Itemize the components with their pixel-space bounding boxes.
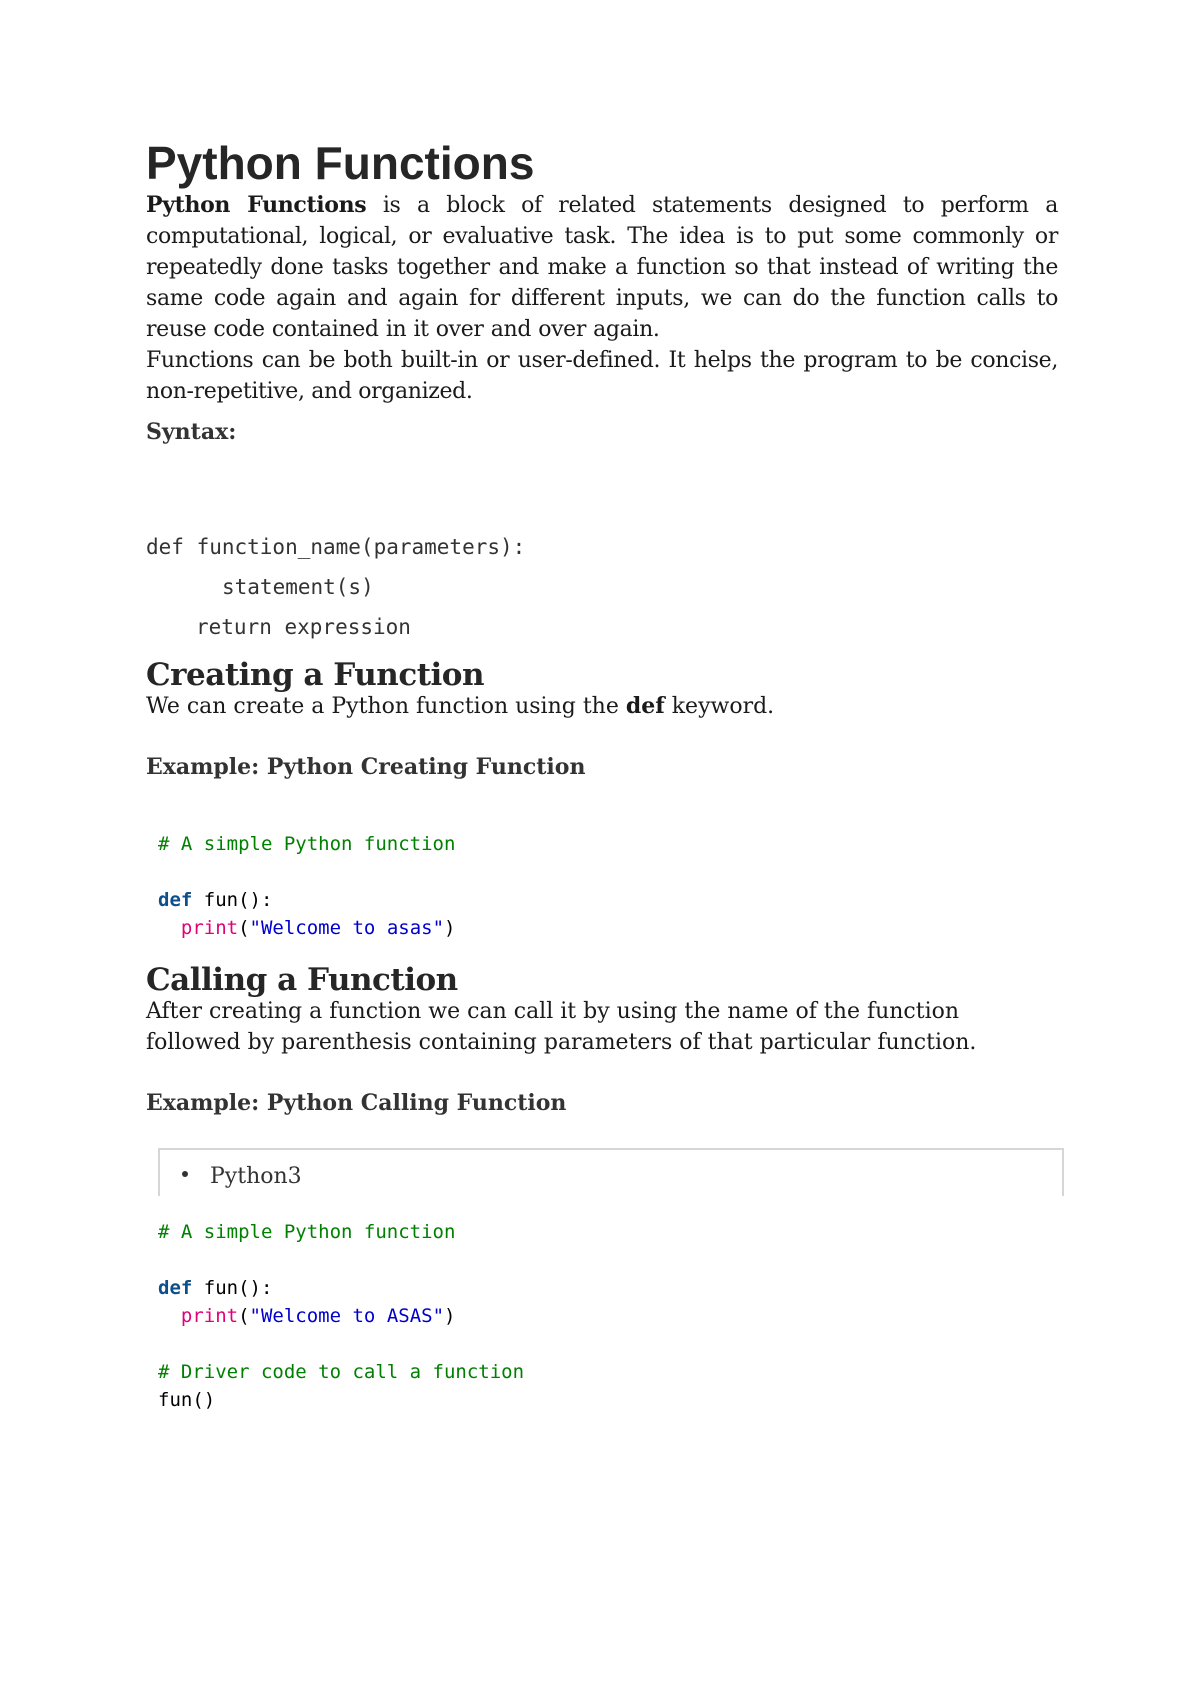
creating-text-before: We can create a Python function using the (146, 694, 626, 719)
syntax-line-def: def function_name(parameters): (146, 535, 526, 559)
bullet-icon (182, 1171, 188, 1177)
creating-code-block (146, 830, 1058, 942)
intro-rest: is a block of related statements designed to perform a computational, logical, or evaluative task. The idea is to put some commonly or repeatedly done tasks together and make a function so that instead of writing the same code again and again for different inputs, we can do the function calls to reuse code contained in it over and over again. (146, 193, 1058, 342)
code-line-def: def fun(): (158, 1277, 273, 1299)
code-line-comment: # A simple Python function (158, 1221, 456, 1243)
calling-example-label: Example: Python Calling Function (146, 1090, 567, 1116)
creating-paragraph (146, 691, 1058, 722)
code-line-driver-comment: # Driver code to call a function (158, 1361, 525, 1383)
code-line-comment: # A simple Python function (158, 833, 456, 855)
code-line-def: def fun(): (158, 889, 273, 911)
creating-example-label: Example: Python Creating Function (146, 754, 586, 780)
language-tab-bar (158, 1148, 1064, 1196)
page-title: Python Functions (146, 137, 535, 189)
syntax-code-block (146, 535, 1058, 655)
code-line-call: fun() (158, 1389, 216, 1411)
syntax-label: Syntax: (146, 419, 237, 445)
code-line-blank (146, 858, 1058, 886)
intro-bold-term: Python Functions (146, 192, 367, 218)
tab-python3-label: Python3 (210, 1164, 302, 1189)
code-line-print: print("Welcome to ASAS") (180, 1305, 456, 1327)
document-page (146, 137, 1058, 1414)
calling-paragraph: After creating a function we can call it by using the name of the function followed by parenthesis containing parameters of that particular function. (146, 999, 977, 1055)
tab-python3[interactable] (182, 1164, 302, 1189)
creating-text-keyword: def (625, 693, 665, 719)
intro-paragraph (146, 190, 1058, 345)
creating-text-after: keyword. (664, 694, 775, 719)
calling-code-block (146, 1218, 1058, 1414)
code-line-print: print("Welcome to asas") (180, 917, 456, 939)
syntax-line-statement: statement(s) (222, 575, 374, 599)
code-line-blank (146, 1246, 1058, 1274)
creating-heading: Creating a Function (146, 657, 485, 693)
syntax-line-return: return expression (196, 615, 411, 639)
code-line-blank (146, 1330, 1058, 1358)
intro-second-paragraph: Functions can be both built-in or user-defined. It helps the program to be concise, non-repetitive, and organized. (146, 348, 1058, 404)
calling-heading: Calling a Function (146, 962, 458, 998)
